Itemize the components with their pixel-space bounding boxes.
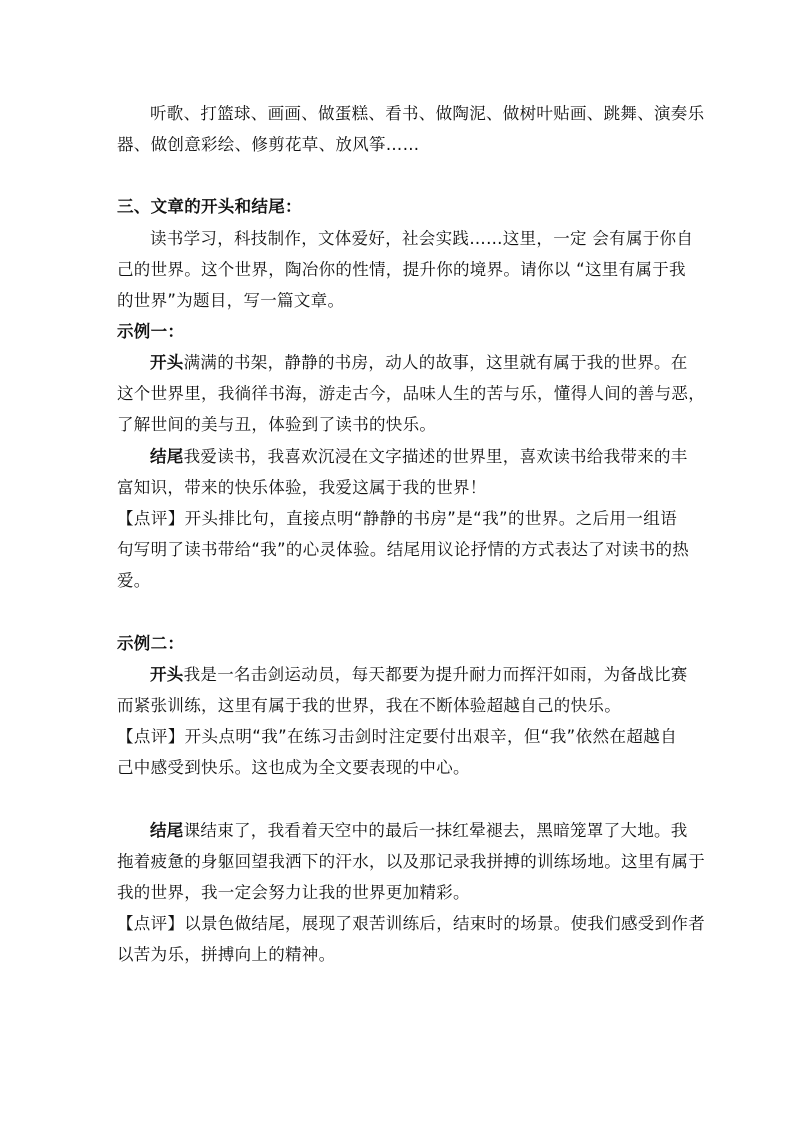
ending-text: 课结束了，我看着天空中的最后一抹红晕褪去，黑暗笼罩了大地。我 (183, 821, 688, 840)
example-2-comment-2-line-2: 以苦为乐，拼搏向上的精神。 (117, 945, 336, 964)
activities-line-1: 听歌、打篮球、画画、做蛋糕、看书、做陶泥、做树叶贴画、跳舞、演奏乐 (150, 104, 705, 123)
opening-text: 我是一名击剑运动员，每天都要为提升耐力而挥汗如雨，为备战比赛 (183, 665, 688, 684)
activities-line-2: 器、做创意彩绘、修剪花草、放风筝…… (117, 135, 420, 154)
example-2-comment-1-line-2: 己中感受到快乐。这也成为全文要表现的中心。 (117, 758, 470, 777)
example-2-title: 示例二： (117, 634, 185, 653)
example-2-ending-line-3: 我的世界，我一定会努力让我的世界更加精彩。 (117, 883, 470, 902)
opening-label: 开头 (150, 665, 184, 684)
example-1-ending-line-1 (150, 446, 688, 468)
prompt-line-1: 读书学习，科技制作，文体爱好，社会实践……这里，一定 会有属于你自 (150, 229, 694, 248)
section-heading: 三、文章的开头和结尾： (117, 197, 302, 216)
example-1-opening-line-3: 了解世间的美与丑，体验到了读书的快乐。 (117, 415, 437, 434)
example-2-ending-line-2: 拖着疲惫的身躯回望我洒下的汗水，以及那记录我拼搏的训练场地。这里有属于 (117, 852, 705, 871)
ending-text: 我爱读书，我喜欢沉浸在文字描述的世界里，喜欢读书给我带来的丰 (183, 447, 688, 466)
prompt-line-3: 的世界”为题目，写一篇文章。 (117, 291, 345, 310)
example-2-comment-2-line-1: 【点评】以景色做结尾，展现了艰苦训练后，结束时的场景。使我们感受到作者 (117, 914, 705, 933)
example-2-comment-1-line-1: 【点评】开头点明“我”在练习击剑时注定要付出艰辛，但“我”依然在超越自 (117, 727, 677, 746)
prompt-line-2: 己的世界。这个世界，陶冶你的性情，提升你的境界。请你以 “这里有属于我 (117, 260, 686, 279)
example-2-opening-line-2: 而紧张训练，这里有属于我的世界，我在不断体验超越自己的快乐。 (117, 696, 621, 715)
example-1-title: 示例一： (117, 322, 185, 341)
ending-label: 结尾 (150, 821, 184, 840)
example-1-comment-line-3: 爱。 (117, 571, 151, 590)
example-2-opening-line-1 (150, 664, 688, 686)
opening-text: 满满的书架，静静的书房，动人的故事，这里就有属于我的世界。在 (183, 353, 688, 372)
example-1-comment-line-1: 【点评】开头排比句，直接点明“静静的书房”是“我”的世界。之后用一组语 (117, 509, 677, 528)
example-2-ending-line-1 (150, 820, 688, 842)
example-1-ending-line-2: 富知识，带来的快乐体验，我爱这属于我的世界！ (117, 478, 487, 497)
example-1-opening-line-1 (150, 352, 688, 374)
example-1-comment-line-2: 句写明了读书带给“我”的心灵体验。结尾用议论抒情的方式表达了对读书的热 (117, 540, 690, 559)
example-1-opening-line-2: 这个世界里，我徜徉书海，游走古今，品味人生的苦与乐，懂得人间的善与恶， (117, 384, 705, 403)
opening-label: 开头 (150, 353, 184, 372)
ending-label: 结尾 (150, 447, 184, 466)
